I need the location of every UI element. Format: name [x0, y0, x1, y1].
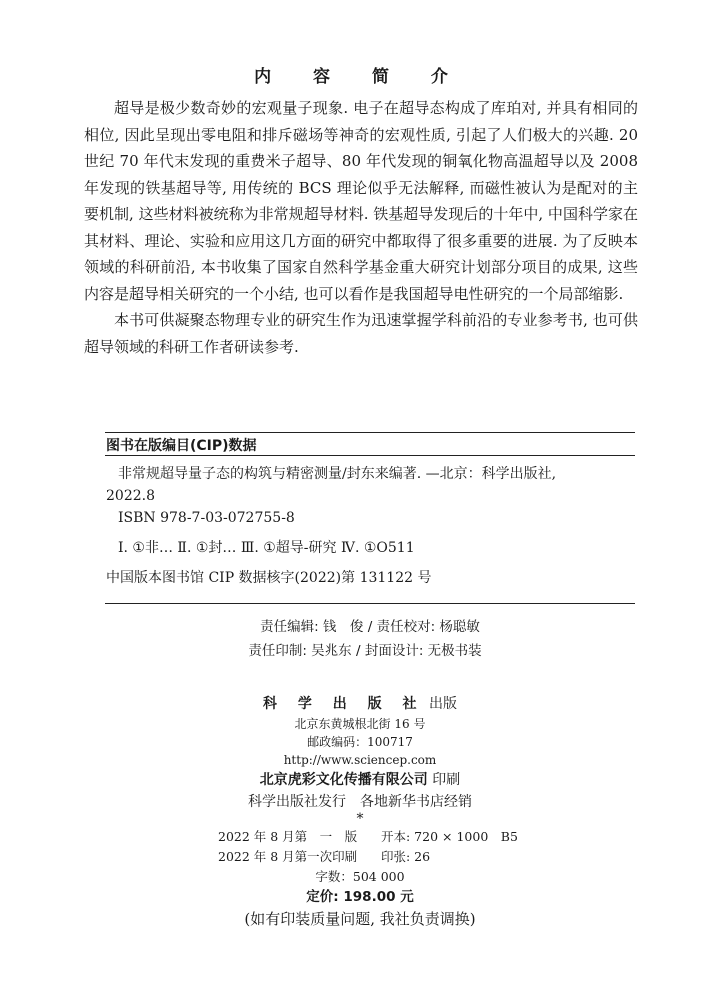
printing-info: 2022 年 8 月第一次印刷 [218, 849, 358, 864]
publisher-website: http://www.sciencep.com [283, 753, 437, 767]
cip-heading-rule [105, 455, 635, 456]
cip-heading: 图书在版编目(CIP)数据 [106, 438, 257, 454]
publisher-name: 科 学 出 版 社 [263, 696, 425, 712]
intro-body [84, 95, 638, 360]
intro-title: 内 容 简 介 [254, 67, 466, 87]
publisher-address: 北京东黄城根北街 16 号 [294, 717, 426, 731]
intro-paragraph: 超导是极少数奇妙的宏观量子现象. 电子在超导态构成了库珀对, 并具有相同的相位, 因此呈现出零电阻和排斥磁场等神奇的宏观性质, 引起了人们极大的兴趣. 20 世纪 70 年代末发现的重费米子超导、80 年代发现的铜氧化物高温超导以及 2008 年发现的铁基超导等, 用传统的 BCS 理论似乎无法解释, 而磁性被认为是配对的主要机制, 这些材料被统称为非常规超导材料. 铁基超导发现后的十年中, 中国科学家在其材料、理论、实验和应用这几方面的研究中都取得了很多重要的进展. 为了反映本领域的科研前沿, 本书收集了国家自然科学基金重大研究计划部分项目的成果, 这些内容是超导相关研究的一个小结, 也可以看作是我国超导电性研究的一个局部缩影. [84, 99, 638, 303]
cip-bottom-rule [105, 603, 635, 604]
printer-line [0, 769, 720, 791]
cip-record-number: 中国版本图书馆 CIP 数据核字(2022)第 131122 号 [106, 570, 432, 586]
publisher-block [0, 693, 720, 825]
edition-specs [0, 827, 720, 929]
format-info: 开本: 720 × 1000 B5 [381, 829, 518, 844]
publisher-role: 出版 [428, 696, 457, 712]
publisher-line [0, 693, 720, 715]
cip-top-rule [105, 432, 635, 433]
editor-line: 责任编辑: 钱 俊 / 责任校对: 杨聪敏 [260, 619, 480, 635]
price: 定价: 198.00 元 [306, 889, 414, 905]
spec-row [0, 847, 720, 867]
cip-isbn: ISBN 978-7-03-072755-8 [118, 510, 295, 526]
printer-name: 北京虎彩文化传播有限公司 [259, 772, 428, 788]
publisher-postcode: 邮政编码：100717 [307, 735, 413, 749]
distribution-line: 科学出版社发行 各地新华书店经销 [248, 794, 472, 810]
production-line: 责任印制: 吴兆东 / 封面设计: 无极书装 [248, 643, 482, 659]
cip-title-line: 非常规超导量子态的构筑与精密测量/封东来编著. —北京：科学出版社, [118, 466, 557, 482]
cip-classification: Ⅰ. ①非… Ⅱ. ①封… Ⅲ. ①超导-研究 Ⅳ. ①O511 [118, 540, 415, 556]
spec-row [0, 827, 720, 847]
cip-date-line: 2022.8 [106, 488, 155, 504]
intro-paragraph: 本书可供凝聚态物理专业的研究生作为迅速掌握学科前沿的专业参考书, 也可供超导领域的科研工作者研读参考. [84, 311, 638, 356]
edition-info: 2022 年 8 月第 一 版 [218, 829, 358, 844]
quality-notice: (如有印装质量问题, 我社负责调换) [244, 910, 476, 928]
editor-credits [0, 615, 720, 663]
word-count: 字数：504 000 [315, 869, 405, 884]
cip-block [106, 463, 636, 589]
printer-role: 印刷 [432, 772, 461, 788]
separator-star: * [356, 811, 364, 827]
sheets-info: 印张: 26 [381, 849, 431, 864]
